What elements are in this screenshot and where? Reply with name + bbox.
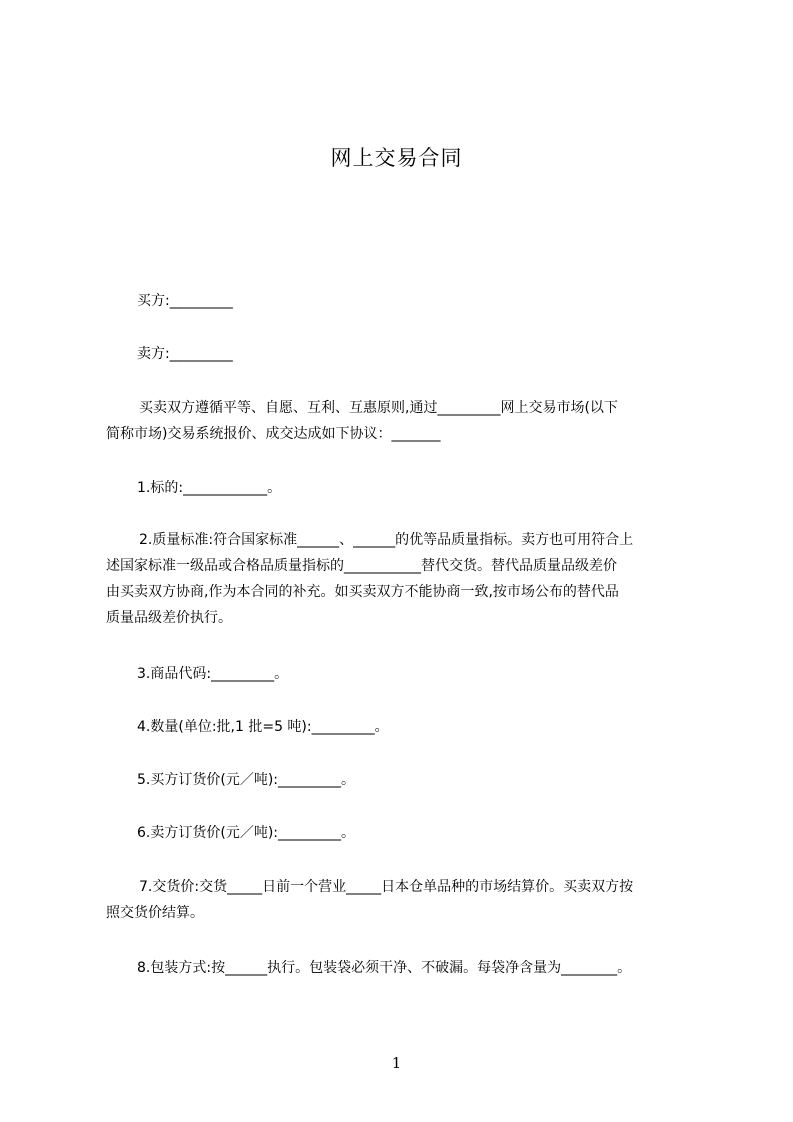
clause-2-paragraph <box>106 527 633 631</box>
clause-6: 6.卖方订货价(元／吨):_________。 <box>137 825 355 841</box>
clause-8: 8.包装方式:按______执行。包装袋必须干净、不破漏。每袋净含量为________。 <box>137 960 632 976</box>
document-title: 网上交易合同 <box>330 146 463 170</box>
clause-4: 4.数量(单位:批,1 批=5 吨):_________。 <box>137 719 389 735</box>
clause-1: 1.标的:____________。 <box>137 480 282 496</box>
intro-line-2: 简称市场)交易系统报价、成交达成如下协议：_______ <box>106 426 441 442</box>
buyer-line: 买方:_________ <box>137 293 233 309</box>
clause-5: 5.买方订货价(元／吨):_________。 <box>137 772 355 788</box>
intro-line-1: 买卖双方遵循平等、自愿、互利、互惠原则,通过_________网上交易市场(以下 <box>139 400 618 416</box>
clause-3: 3.商品代码:_________。 <box>137 666 289 682</box>
page-number: 1 <box>391 1054 402 1072</box>
clause-2-line-3: 由买卖双方协商,作为本合同的补充。如买卖双方不能协商一致,按市场公布的替代品 <box>106 584 619 600</box>
clause-2-line-4: 质量品级差价执行。 <box>106 610 232 626</box>
clause-7-paragraph <box>106 874 633 926</box>
clause-7-line-2: 照交货价结算。 <box>106 905 204 921</box>
clause-2-line-1: 2.质量标准:符合国家标准______、______的优等品质量指标。卖方也可用符合上 <box>139 532 634 548</box>
intro-paragraph <box>106 395 618 447</box>
seller-line: 卖方:_________ <box>137 346 233 362</box>
clause-2-line-2: 述国家标准一级品或合格品质量指标的___________替代交货。替代品质量品级差价 <box>106 558 617 574</box>
clause-7-line-1: 7.交货价:交货_____日前一个营业_____日本仓单品种的市场结算价。买卖双方按 <box>139 879 634 895</box>
